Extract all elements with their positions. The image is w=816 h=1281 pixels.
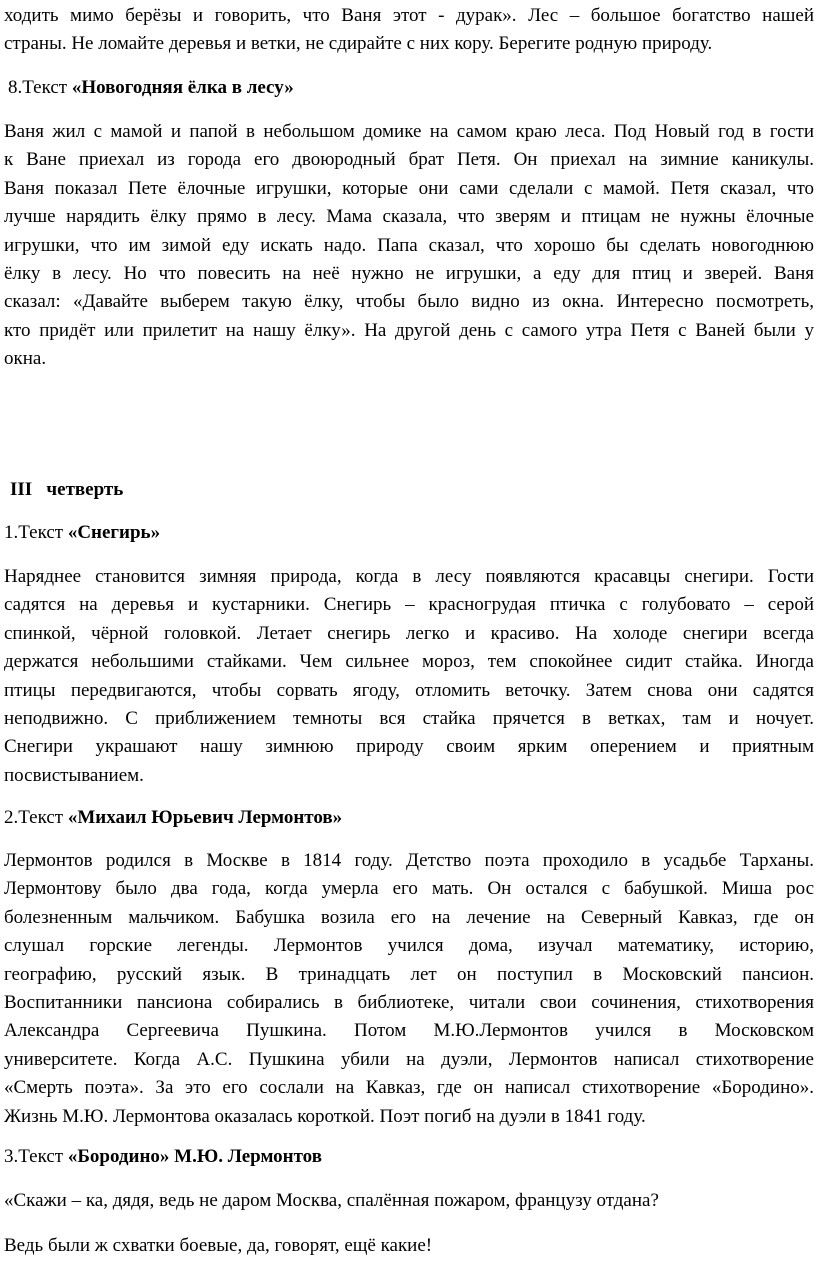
- intro-paragraph: [4, 2, 814, 59]
- text1-title: «Снегирь»: [67, 522, 161, 543]
- text2-line: болезненным мальчиком. Бабушка возила его на лечение на Северный Кавказ, где он: [4, 906, 814, 928]
- text1-line: Наряднее становится зимняя природа, когда в лесу появляются красавцы снегири. Гости: [4, 566, 814, 587]
- text2-line: Воспитанники пансиона собирались в библиотеке, читали свои сочинения, стихотворения: [4, 991, 814, 1013]
- text1-line: держатся небольшими стайками. Чем сильнее мороз, тем спокойнее сидит стайка. Иногда: [4, 651, 814, 673]
- text8-line: ёлку в лесу. Но что повесить на неё нужно не игрушки, а еду для птиц и зверей. Ваня: [4, 262, 814, 284]
- text8-paragraph: [4, 118, 814, 374]
- text1-line: посвистыванием.: [4, 764, 144, 786]
- text1-line: спинкой, чёрной головкой. Летает снегирь легко и красиво. На холоде снегири всегда: [4, 622, 814, 644]
- text2-line: Лермонтову было два года, когда умерла его мать. Он остался с бабушкой. Миша рос: [4, 878, 814, 900]
- text2-line: Александра Сергеевича Пушкина. Потом М.Ю.Лермонтов учился в Московском: [4, 1020, 814, 1042]
- text3-line: Ведь были ж схватки боевые, да, говорят, ещё какие!: [4, 1235, 433, 1256]
- quarter-title: III четверть: [10, 479, 124, 500]
- text2-line: «Смерть поэта». За это его сослали на Кавказ, где он написал стихотворение «Бородино».: [4, 1077, 814, 1099]
- text8-heading: [8, 76, 294, 100]
- text8-line: игрушки, что им зимой еду искать надо. Папа сказал, что хорошо бы сделать новогоднюю: [4, 234, 814, 256]
- text8-line: сказал: «Давайте выберем такую ёлку, чтобы было видно из окна. Интересно посмотреть,: [4, 291, 814, 313]
- text2-title: «Михаил Юрьевич Лермонтов»: [67, 807, 343, 828]
- text3-title: «Бородино» М.Ю. Лермонтов: [67, 1146, 322, 1167]
- text2-line: слушал горские легенды. Лермонтов учился дома, изучал математику, историю,: [4, 935, 814, 957]
- text2-heading: [4, 806, 342, 830]
- text8-line: к Ване приехал из города его двоюродный брат Петя. Он приехал на зимние каникулы.: [4, 149, 814, 171]
- text2-paragraph: [4, 847, 814, 1131]
- text1-heading: [4, 521, 160, 545]
- text3-prefix: 3.Текст: [4, 1146, 68, 1167]
- text1-line: неподвижно. С приближением темноты вся стайка прячется в ветках, там и ночует.: [4, 707, 814, 729]
- text1-paragraph: [4, 563, 814, 790]
- text8-line: окна.: [4, 348, 47, 370]
- text8-line: кто придёт или прилетит на нашу ёлку». На другой день с самого утра Петя с Ваней были у: [4, 319, 814, 341]
- text2-line: университете. Когда А.С. Пушкина убили на дуэли, Лермонтов написал стихотворение: [4, 1048, 814, 1070]
- text2-line: Лермонтов родился в Москве в 1814 году. Детство поэта проходило в усадьбе Тарханы.: [4, 850, 814, 871]
- intro-line: ходить мимо берёзы и говорить, что Ваня этот - дурак». Лес – большое богатство нашей: [4, 5, 814, 26]
- intro-line: страны. Не ломайте деревья и ветки, не сдирайте с них кору. Берегите родную природу.: [4, 33, 713, 55]
- text2-prefix: 2.Текст: [4, 807, 68, 828]
- text2-line: географию, русский язык. В тринадцать лет он поступил в Московский пансион.: [4, 963, 814, 985]
- text8-prefix: 8.Текст: [8, 77, 72, 98]
- text8-line: Ваня показал Пете ёлочные игрушки, которые они сами сделали с мамой. Петя сказал, что: [4, 177, 814, 199]
- text1-line: птицы передвигаются, чтобы сорвать ягоду, отломить веточку. Затем снова они садятся: [4, 679, 814, 701]
- text8-line: Ваня жил с мамой и папой в небольшом домике на самом краю леса. Под Новый год в гости: [4, 121, 814, 142]
- text1-line: Снегири украшают нашу зимнюю природу своим ярким оперением и приятным: [4, 736, 814, 758]
- text3-line: «Скажи – ка, дядя, ведь не даром Москва, спалённая пожаром, французу отдана?: [4, 1190, 659, 1211]
- quarter-heading: [10, 478, 123, 502]
- text8-line: лучше нарядить ёлку прямо в лесу. Мама сказала, что зверям и птицам не нужны ёлочные: [4, 206, 814, 228]
- text8-title: «Новогодняя ёлка в лесу»: [71, 77, 294, 98]
- text3-heading: [4, 1145, 322, 1169]
- text1-prefix: 1.Текст: [4, 522, 68, 543]
- text2-line: Жизнь М.Ю. Лермонтова оказалась короткой. Поэт погиб на дуэли в 1841 году.: [4, 1105, 646, 1127]
- text1-line: садятся на деревья и кустарники. Снегирь – красногрудая птичка с голубовато – серой: [4, 594, 814, 616]
